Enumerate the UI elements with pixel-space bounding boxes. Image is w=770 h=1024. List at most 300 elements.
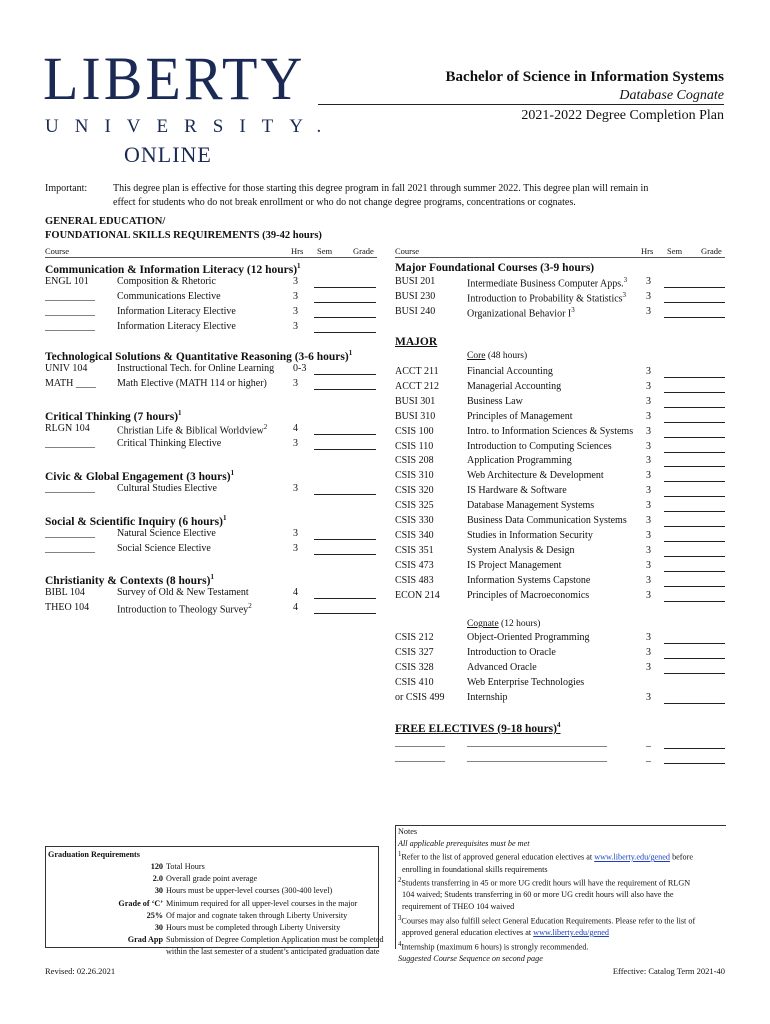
- course-code: CSIS 328: [395, 661, 434, 673]
- grade-field[interactable]: [699, 590, 725, 605]
- free-electives-sup: 4: [557, 721, 561, 729]
- course-code: CSIS 473: [395, 559, 434, 571]
- course-name-wrap: [467, 411, 573, 422]
- course-row: [0, 602, 770, 616]
- course-row: [0, 692, 770, 706]
- course-name-wrap: [467, 470, 604, 481]
- course-hours: 3: [293, 543, 298, 554]
- course-name-text: Introduction to Probability & Statistics: [467, 293, 623, 305]
- footnote-marker: 1: [297, 262, 301, 270]
- course-name-text: Intermediate Business Computer Apps.: [467, 278, 624, 290]
- course-hours: 3: [646, 529, 651, 541]
- course-hours: 3: [293, 528, 298, 539]
- graduation-value: within the last semester of a student’s anticipated graduation date: [166, 947, 380, 957]
- course-row: [0, 291, 770, 305]
- sem-field[interactable]: [664, 647, 700, 662]
- graduation-key: 30: [154, 886, 163, 896]
- course-code: __________: [395, 752, 445, 763]
- course-hours: 3: [646, 380, 651, 392]
- graduation-value: Minimum required for all upper-level courses in the major: [166, 898, 358, 908]
- sem-field[interactable]: [664, 441, 700, 456]
- sem-field[interactable]: [664, 575, 700, 590]
- note-3-cont-text: approved general education electives at: [402, 927, 534, 937]
- course-hours: 3: [646, 425, 651, 437]
- grade-field[interactable]: [699, 455, 725, 470]
- cognate-label: Cognate: [467, 619, 499, 629]
- course-code: MATH ____: [45, 378, 96, 389]
- grade-field[interactable]: [699, 291, 725, 306]
- course-hours: 3: [293, 378, 298, 389]
- sem-field[interactable]: [664, 545, 700, 560]
- course-name-wrap: [467, 737, 607, 748]
- course-hours: 3: [646, 589, 651, 601]
- course-row: [0, 366, 770, 380]
- footnote-marker: 1: [348, 349, 353, 357]
- course-name-wrap: [467, 515, 627, 526]
- grade-field[interactable]: [699, 485, 725, 500]
- course-row: [0, 662, 770, 676]
- sem-field[interactable]: [664, 411, 700, 426]
- course-name-wrap: [467, 575, 590, 586]
- grade-field[interactable]: [699, 692, 725, 707]
- sem-field[interactable]: [664, 276, 700, 291]
- course-hours: 3: [646, 366, 651, 377]
- grade-field[interactable]: [699, 411, 725, 426]
- course-name-text: Organizational Behavior I: [467, 308, 572, 320]
- sem-field[interactable]: [664, 426, 700, 441]
- graduation-key: 2.0: [152, 874, 163, 884]
- course-code: CSIS 310: [395, 470, 434, 482]
- sem-field[interactable]: [314, 602, 350, 617]
- course-code: __________: [45, 306, 95, 317]
- course-name-text: Internship: [467, 691, 508, 703]
- course-name-wrap: [467, 485, 567, 496]
- course-code: BIBL 104: [45, 587, 85, 598]
- course-name-text: Studies in Information Security: [467, 529, 593, 541]
- course-name-text: Managerial Accounting: [467, 380, 562, 392]
- course-hours: 3: [646, 500, 651, 512]
- sem-field[interactable]: [664, 515, 700, 530]
- course-name-text: Advanced Oracle: [467, 661, 537, 673]
- note-2-cont-1: 104 waived; Students transferring in 60 or more UG credit hours will also have the: [402, 890, 674, 900]
- course-name-text: Principles of Management: [467, 410, 573, 422]
- course-hours: 3: [646, 276, 651, 287]
- left-col-sem: Sem: [317, 246, 333, 256]
- course-name-text: Christian Life & Biblical Worldview: [117, 425, 264, 437]
- gened-link[interactable]: www.liberty.edu/gened: [594, 852, 671, 862]
- course-row: [0, 737, 770, 751]
- course-row: [0, 500, 770, 514]
- course-hours: 0-3: [293, 363, 307, 374]
- course-code: BUSI 310: [395, 410, 436, 422]
- course-name-text: Information Systems Capstone: [467, 574, 591, 586]
- course-code: BUSI 230: [395, 291, 436, 302]
- course-hours: 3: [293, 483, 298, 494]
- footnote-marker: 1: [222, 514, 227, 522]
- header-divider: [318, 104, 724, 105]
- course-code: CSIS 100: [395, 425, 434, 437]
- course-hours: 3: [646, 559, 651, 571]
- course-row: [0, 530, 770, 544]
- liberty-logo-wordmark: LIBERTY: [43, 44, 306, 113]
- cognate-subtitle: Database Cognate: [619, 88, 724, 103]
- sem-field[interactable]: [664, 662, 700, 677]
- grade-field[interactable]: [699, 575, 725, 590]
- sem-field[interactable]: [664, 737, 700, 752]
- graduation-line: [46, 922, 378, 934]
- sem-field[interactable]: [664, 396, 700, 411]
- note-3-cont: [398, 927, 724, 939]
- course-hours: 3: [293, 321, 298, 332]
- course-name-wrap: [467, 545, 575, 556]
- course-hours: 3: [646, 440, 651, 452]
- left-col-course: Course: [45, 246, 70, 256]
- course-hours: 4: [293, 602, 298, 613]
- grade-field[interactable]: [350, 321, 376, 336]
- important-text-2: effect for students who do not break enrollment or who do not change degree programs, concentrations or cognates.: [113, 197, 576, 208]
- course-name-text: Business Data Communication Systems: [467, 515, 627, 526]
- course-hours: 3: [293, 276, 298, 287]
- course-name-wrap: [467, 500, 594, 511]
- course-name-wrap: [467, 632, 589, 643]
- free-electives-label: FREE ELECTIVES (9-18 hours): [395, 722, 557, 735]
- sem-field[interactable]: [664, 470, 700, 485]
- notes-title: Notes: [398, 827, 418, 836]
- course-row: [0, 485, 770, 499]
- sem-field[interactable]: [664, 632, 700, 647]
- graduation-line: [46, 946, 378, 958]
- important-label: Important:: [45, 183, 88, 194]
- grade-field[interactable]: [699, 306, 725, 321]
- course-name-wrap: [467, 396, 523, 407]
- note-2-text: Students transferring in 45 or more UG credit hours will have the requirement of RLGN: [401, 878, 691, 888]
- course-name-wrap: [117, 602, 252, 615]
- course-code: __________: [45, 483, 95, 494]
- graduation-line: [46, 910, 378, 922]
- footnote-marker: 2: [263, 423, 268, 431]
- course-name-text: Web Architecture & Development: [467, 470, 604, 482]
- course-name-text: Information Literacy Elective: [117, 321, 236, 332]
- major-foundational-title: Major Foundational Courses (3-9 hours): [395, 262, 595, 274]
- footnote-marker: 1: [230, 469, 235, 477]
- plan-year: 2021-2022 Degree Completion Plan: [521, 108, 724, 123]
- course-name-text: Introduction to Oracle: [467, 646, 556, 658]
- note-2-cont-2: requirement of THEO 104 waived: [402, 902, 515, 912]
- grade-field[interactable]: [699, 752, 725, 767]
- left-col-hrs: Hrs: [291, 246, 304, 256]
- grade-field[interactable]: [699, 426, 725, 441]
- course-name-text: Math Elective (MATH 114 or higher): [117, 378, 267, 389]
- course-hours: 4: [293, 587, 298, 598]
- right-col-divider: [395, 257, 725, 258]
- core-hours: (48 hours): [487, 351, 528, 361]
- course-name-wrap: [467, 306, 575, 319]
- course-code: CSIS 410: [395, 676, 434, 688]
- course-row: [0, 545, 770, 559]
- course-hours: 3: [646, 574, 651, 586]
- graduation-value: Hours must be upper-level courses (300-400 level): [166, 886, 333, 896]
- graduation-value: Overall grade point average: [166, 874, 258, 884]
- liberty-logo-university: UNIVERSITY.: [45, 116, 338, 137]
- sem-field[interactable]: [314, 321, 350, 336]
- course-name-text: Database Management Systems: [467, 500, 595, 512]
- sem-field[interactable]: [664, 500, 700, 515]
- course-hours: 3: [293, 306, 298, 317]
- course-name-text: Business Law: [467, 395, 523, 407]
- grade-field[interactable]: [699, 737, 725, 752]
- major-title: MAJOR: [395, 336, 438, 348]
- sem-field[interactable]: [664, 752, 700, 767]
- graduation-value: Submission of Degree Completion Application must be completed: [166, 935, 384, 945]
- course-hours: 3: [646, 515, 651, 526]
- grade-field[interactable]: [699, 366, 725, 381]
- course-name-text: ____________________________: [467, 737, 607, 748]
- note-2: $^2$Students transferring in 45 or more UG credit hours will have the requirement of RLGN: [398, 877, 691, 888]
- course-code: CSIS 110: [395, 440, 434, 452]
- footnote-marker: 3: [622, 291, 627, 299]
- course-code: __________: [45, 321, 95, 332]
- course-hours: 3: [646, 632, 651, 643]
- graduation-key: 30: [154, 922, 163, 932]
- course-name-text: Survey of Old & New Testament: [117, 587, 249, 598]
- course-code: BUSI 240: [395, 306, 436, 317]
- grade-field[interactable]: [699, 276, 725, 291]
- graduation-line: [46, 898, 378, 910]
- course-name-wrap: [467, 276, 627, 289]
- footnote-marker: 2: [248, 602, 252, 610]
- graduation-value: Hours must be completed through Liberty University: [166, 922, 341, 932]
- course-code: BUSI 201: [395, 276, 436, 287]
- course-row: [0, 677, 770, 691]
- course-hours: 3: [293, 291, 298, 302]
- note-1-cont: enrolling in foundational skills requirements: [402, 864, 548, 874]
- important-text-1: This degree plan is effective for those starting this degree program in fall 2021 through summer 2022. This degree plan will remain in: [113, 183, 649, 194]
- course-name-text: Social Science Elective: [117, 543, 211, 554]
- course-name-wrap: [467, 590, 589, 601]
- course-code: CSIS 212: [395, 632, 434, 643]
- course-code: CSIS 483: [395, 574, 434, 586]
- note-4: $^4$Internship (maximum 6 hours) is strongly recommended.: [398, 940, 589, 952]
- grade-field[interactable]: [350, 602, 376, 617]
- note-1-text: Refer to the list of approved general education electives at: [401, 852, 595, 862]
- grade-field[interactable]: [699, 632, 725, 647]
- course-row: [0, 321, 770, 335]
- course-name-text: Critical Thinking Elective: [117, 438, 222, 449]
- gened-link-2[interactable]: www.liberty.edu/gened: [533, 927, 609, 937]
- graduation-key: 25%: [146, 910, 163, 920]
- course-hours: 4: [293, 423, 298, 434]
- free-electives-title: [395, 721, 561, 735]
- course-code: CSIS 330: [395, 515, 434, 526]
- graduation-value: Of major and cognate taken through Liberty University: [166, 910, 348, 920]
- course-row: [0, 426, 770, 440]
- course-hours: 3: [646, 306, 651, 317]
- course-row: [0, 276, 770, 290]
- notes-prereq: All applicable prerequisites must be met: [398, 838, 530, 848]
- footnote-marker: 1: [178, 409, 182, 417]
- course-row: [0, 441, 770, 455]
- sem-field[interactable]: [664, 692, 700, 707]
- course-name-text: System Analysis & Design: [467, 544, 575, 556]
- sem-field[interactable]: [664, 530, 700, 545]
- course-hours: 3: [646, 544, 651, 556]
- course-name-wrap: [467, 441, 612, 452]
- course-code: __________: [395, 737, 445, 748]
- course-code: ACCT 212: [395, 380, 439, 392]
- course-name-text: Instructional Tech. for Online Learning: [117, 363, 275, 374]
- course-name-wrap: [467, 692, 508, 703]
- note-4-text: Internship (maximum 6 hours) is strongly recommended.: [401, 942, 589, 952]
- course-code: __________: [45, 543, 95, 554]
- course-name-wrap: [467, 381, 561, 392]
- course-row: [0, 470, 770, 484]
- graduation-requirements-box: [45, 846, 384, 957]
- course-name-wrap: [467, 647, 556, 658]
- course-code: CSIS 325: [395, 500, 434, 512]
- core-heading: [467, 349, 527, 363]
- note-3-text: Courses may also fulfill select General Education Requirements. Please refer to the list of: [401, 916, 696, 926]
- grade-field[interactable]: [699, 545, 725, 560]
- cognate-hours: (12 hours): [501, 619, 541, 629]
- course-name-text: Financial Accounting: [467, 366, 553, 377]
- course-hours: 3: [646, 291, 651, 302]
- note-1: $^1$Refer to the list of approved general education electives at www.liberty.edu/gened before: [398, 851, 693, 862]
- effective-term: Effective: Catalog Term 2021-40: [612, 966, 725, 976]
- course-row: [0, 455, 770, 469]
- course-row: [0, 396, 770, 410]
- sem-field[interactable]: [664, 455, 700, 470]
- course-name-wrap: [467, 426, 633, 437]
- course-hours: 3: [646, 410, 651, 422]
- course-hours: _: [646, 737, 651, 748]
- course-row: [0, 590, 770, 604]
- section-title: [45, 262, 301, 276]
- sem-field[interactable]: [664, 381, 700, 396]
- right-col-course: Course: [395, 246, 420, 256]
- course-code: CSIS 340: [395, 529, 434, 541]
- course-row: [0, 381, 770, 395]
- gen-ed-title-1: GENERAL EDUCATION/: [45, 216, 166, 227]
- notes-box: [395, 825, 726, 963]
- sem-field[interactable]: [664, 291, 700, 306]
- note-3: $^3$Courses may also fulfill select General Education Requirements. Please refer to the list of: [398, 914, 696, 926]
- course-name-text: Information Literacy Elective: [117, 306, 236, 317]
- gen-ed-title-2: FOUNDATIONAL SKILLS REQUIREMENTS (39-42 hours): [45, 230, 322, 241]
- section-title-text: Social & Scientific Inquiry (6 hours): [45, 515, 223, 528]
- sem-field[interactable]: [664, 560, 700, 575]
- course-code: ECON 214: [395, 589, 440, 601]
- section-title-text: Communication & Information Literacy (12 hours): [45, 263, 298, 276]
- course-code: BUSI 301: [395, 395, 436, 407]
- course-hours: 3: [646, 485, 651, 497]
- course-code: ENGL 101: [45, 276, 89, 287]
- graduation-key: 120: [150, 862, 163, 871]
- course-name-text: Communications Elective: [117, 291, 221, 302]
- course-name-wrap: [467, 677, 584, 688]
- course-name-text: Application Programming: [467, 455, 572, 467]
- graduation-title: Graduation Requirements: [48, 850, 140, 859]
- course-name-wrap: [467, 455, 572, 466]
- course-name-text: ____________________________: [467, 752, 607, 763]
- grade-field[interactable]: [699, 662, 725, 677]
- course-hours: 3: [646, 455, 651, 467]
- course-name-text: Composition & Rhetoric: [117, 276, 216, 287]
- footnote-marker: 3: [571, 306, 575, 314]
- course-name-text: Intro. to Information Sciences & Systems: [467, 425, 634, 437]
- course-hours: 3: [646, 691, 651, 703]
- course-code: CSIS 320: [395, 485, 434, 497]
- left-col-grade: Grade: [353, 246, 374, 256]
- course-code: THEO 104: [45, 602, 90, 613]
- cognate-heading: [467, 617, 540, 631]
- graduation-line: [46, 934, 384, 946]
- course-row: [0, 306, 770, 320]
- course-hours: 3: [646, 661, 651, 673]
- grade-field[interactable]: [699, 530, 725, 545]
- course-name-wrap: [467, 662, 537, 673]
- grade-field[interactable]: [699, 441, 725, 456]
- sem-field[interactable]: [664, 590, 700, 605]
- grade-field[interactable]: [699, 381, 725, 396]
- graduation-key: Grade of ‘C’: [118, 898, 163, 908]
- grade-field[interactable]: [699, 396, 725, 411]
- course-code: __________: [45, 291, 95, 302]
- section-title: [45, 349, 352, 363]
- course-row: [0, 515, 770, 529]
- course-hours: 3: [646, 646, 651, 658]
- course-name-text: Introduction to Computing Sciences: [467, 440, 612, 452]
- course-code: RLGN 104: [45, 423, 90, 434]
- liberty-logo-online: ONLINE: [124, 142, 212, 167]
- course-name-wrap: [467, 366, 553, 377]
- grade-field[interactable]: [699, 470, 725, 485]
- course-name-wrap: [467, 291, 626, 304]
- grade-field[interactable]: [699, 560, 725, 575]
- course-name-wrap: [117, 321, 236, 332]
- course-row: [0, 560, 770, 574]
- grade-field[interactable]: [699, 647, 725, 662]
- course-code: CSIS 351: [395, 544, 434, 556]
- course-name-wrap: [467, 530, 593, 541]
- course-row: [0, 752, 770, 766]
- course-code: CSIS 208: [395, 455, 434, 467]
- sem-field[interactable]: [664, 366, 700, 381]
- course-row: [0, 411, 770, 425]
- section-title-text: Christianity & Contexts (8 hours): [45, 574, 211, 587]
- right-col-hrs: Hrs: [641, 246, 654, 256]
- course-hours: _: [646, 752, 651, 763]
- graduation-key: Grad App: [127, 935, 163, 945]
- sem-field[interactable]: [664, 306, 700, 321]
- grade-field[interactable]: [699, 500, 725, 515]
- sem-field[interactable]: [664, 485, 700, 500]
- course-code: __________: [45, 438, 95, 449]
- graduation-line: [46, 861, 378, 873]
- course-code: or CSIS 499: [395, 691, 445, 703]
- course-code: UNIV 104: [45, 363, 88, 374]
- section-title-text: Civic & Global Engagement (3 hours): [45, 470, 231, 483]
- course-hours: 3: [646, 470, 651, 482]
- left-col-divider: [45, 257, 377, 258]
- course-name-text: Cultural Studies Elective: [117, 483, 217, 494]
- course-name-text: IS Hardware & Software: [467, 485, 567, 497]
- right-col-grade: Grade: [701, 246, 722, 256]
- course-sequence-note: Suggested Course Sequence on second page: [398, 953, 543, 963]
- grade-field[interactable]: [699, 515, 725, 530]
- course-code: ACCT 211: [395, 366, 439, 377]
- graduation-line: [46, 885, 378, 897]
- course-code: __________: [45, 528, 95, 539]
